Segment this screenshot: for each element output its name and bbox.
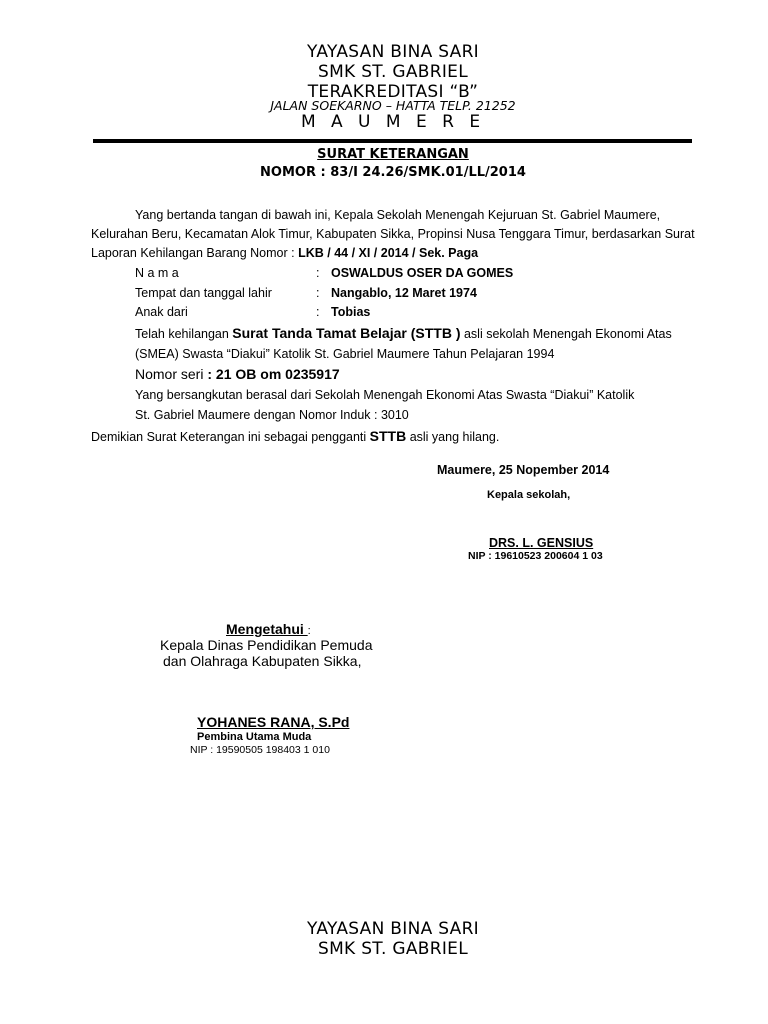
closing-item: STTB: [369, 428, 407, 444]
loss-suffix: asli sekolah Menengah Ekonomi Atas: [460, 327, 672, 341]
field-name-value: OSWALDUS OSER DA GOMES: [331, 266, 514, 280]
acknowledgement-office-line-2: dan Olahraga Kabupaten Sikka,: [163, 653, 362, 669]
footer-foundation: YAYASAN BINA SARI: [306, 919, 479, 939]
loss-item: Surat Tanda Tamat Belajar (STTB ): [232, 325, 461, 341]
intro-line-2: Kelurahan Beru, Kecamatan Alok Timur, Kabupaten Sikka, Propinsi Nusa Tenggara Timur, berdasarkan Surat: [91, 227, 695, 241]
report-reference: LKB / 44 / XI / 2014 / Sek. Paga: [298, 246, 479, 260]
field-parent-label: Anak dari: [135, 305, 188, 319]
header-foundation: YAYASAN BINA SARI: [306, 42, 479, 62]
header-accreditation: TERAKREDITASI “B”: [307, 82, 479, 102]
intro-line-3-prefix: Laporan Kehilangan Barang Nomor :: [91, 246, 299, 260]
header-divider: [93, 139, 692, 143]
serial-line: [135, 366, 340, 382]
acknowledgement-heading-colon: :: [307, 625, 311, 637]
acknowledgement-heading-text: Mengetahui: [226, 621, 308, 637]
intro-line-1: Yang bertanda tangan di bawah ini, Kepala Sekolah Menengah Kejuruan St. Gabriel Maumere,: [135, 208, 661, 222]
closing-line: [91, 428, 499, 444]
acknowledgement-office-line-1: Kepala Dinas Pendidikan Pemuda: [160, 637, 373, 653]
serial-label: Nomor seri: [135, 366, 208, 382]
letter-title: SURAT KETERANGAN: [317, 147, 469, 162]
field-name-label: N a m a: [135, 266, 179, 280]
origin-line-2: St. Gabriel Maumere dengan Nomor Induk : 3010: [135, 408, 409, 422]
field-birth-value: Nangablo, 12 Maret 1974: [331, 286, 477, 300]
signature-role: Kepala sekolah,: [487, 489, 571, 501]
loss-line-2: (SMEA) Swasta “Diakui” Katolik St. Gabriel Maumere Tahun Pelajaran 1994: [135, 347, 555, 361]
signature-name: DRS. L. GENSIUS: [489, 536, 594, 550]
field-name-colon: :: [316, 266, 320, 280]
field-parent-value: Tobias: [331, 305, 371, 319]
header-city: M A U M E R E: [300, 112, 486, 132]
signature-nip: NIP : 19610523 200604 1 03: [468, 550, 603, 562]
footer-school: SMK ST. GABRIEL: [318, 939, 468, 959]
letter-number: NOMOR : 83/I 24.26/SMK.01/LL/2014: [260, 165, 526, 180]
acknowledgement-nip: NIP : 19590505 198403 1 010: [190, 744, 330, 756]
serial-value: : 21 OB om 0235917: [207, 366, 340, 382]
origin-line-1: Yang bersangkutan berasal dari Sekolah Menengah Ekonomi Atas Swasta “Diakui” Katolik: [135, 388, 635, 402]
field-parent-colon: :: [316, 305, 320, 319]
header-address: JALAN SOEKARNO – HATTA TELP. 21252: [270, 98, 516, 113]
intro-line-3: [91, 246, 478, 260]
loss-line-1: [135, 325, 672, 341]
signature-place-date: Maumere, 25 Nopember 2014: [437, 463, 610, 477]
field-birth-colon: :: [316, 286, 320, 300]
acknowledgement-name: YOHANES RANA, S.Pd: [197, 714, 350, 730]
acknowledgement-heading: [226, 621, 311, 637]
closing-prefix: Demikian Surat Keterangan ini sebagai pengganti: [91, 430, 370, 444]
closing-suffix: asli yang hilang.: [406, 430, 500, 444]
loss-prefix: Telah kehilangan: [135, 327, 233, 341]
field-birth-label: Tempat dan tanggal lahir: [135, 286, 272, 300]
header-school: SMK ST. GABRIEL: [318, 62, 468, 82]
acknowledgement-rank: Pembina Utama Muda: [197, 731, 312, 743]
